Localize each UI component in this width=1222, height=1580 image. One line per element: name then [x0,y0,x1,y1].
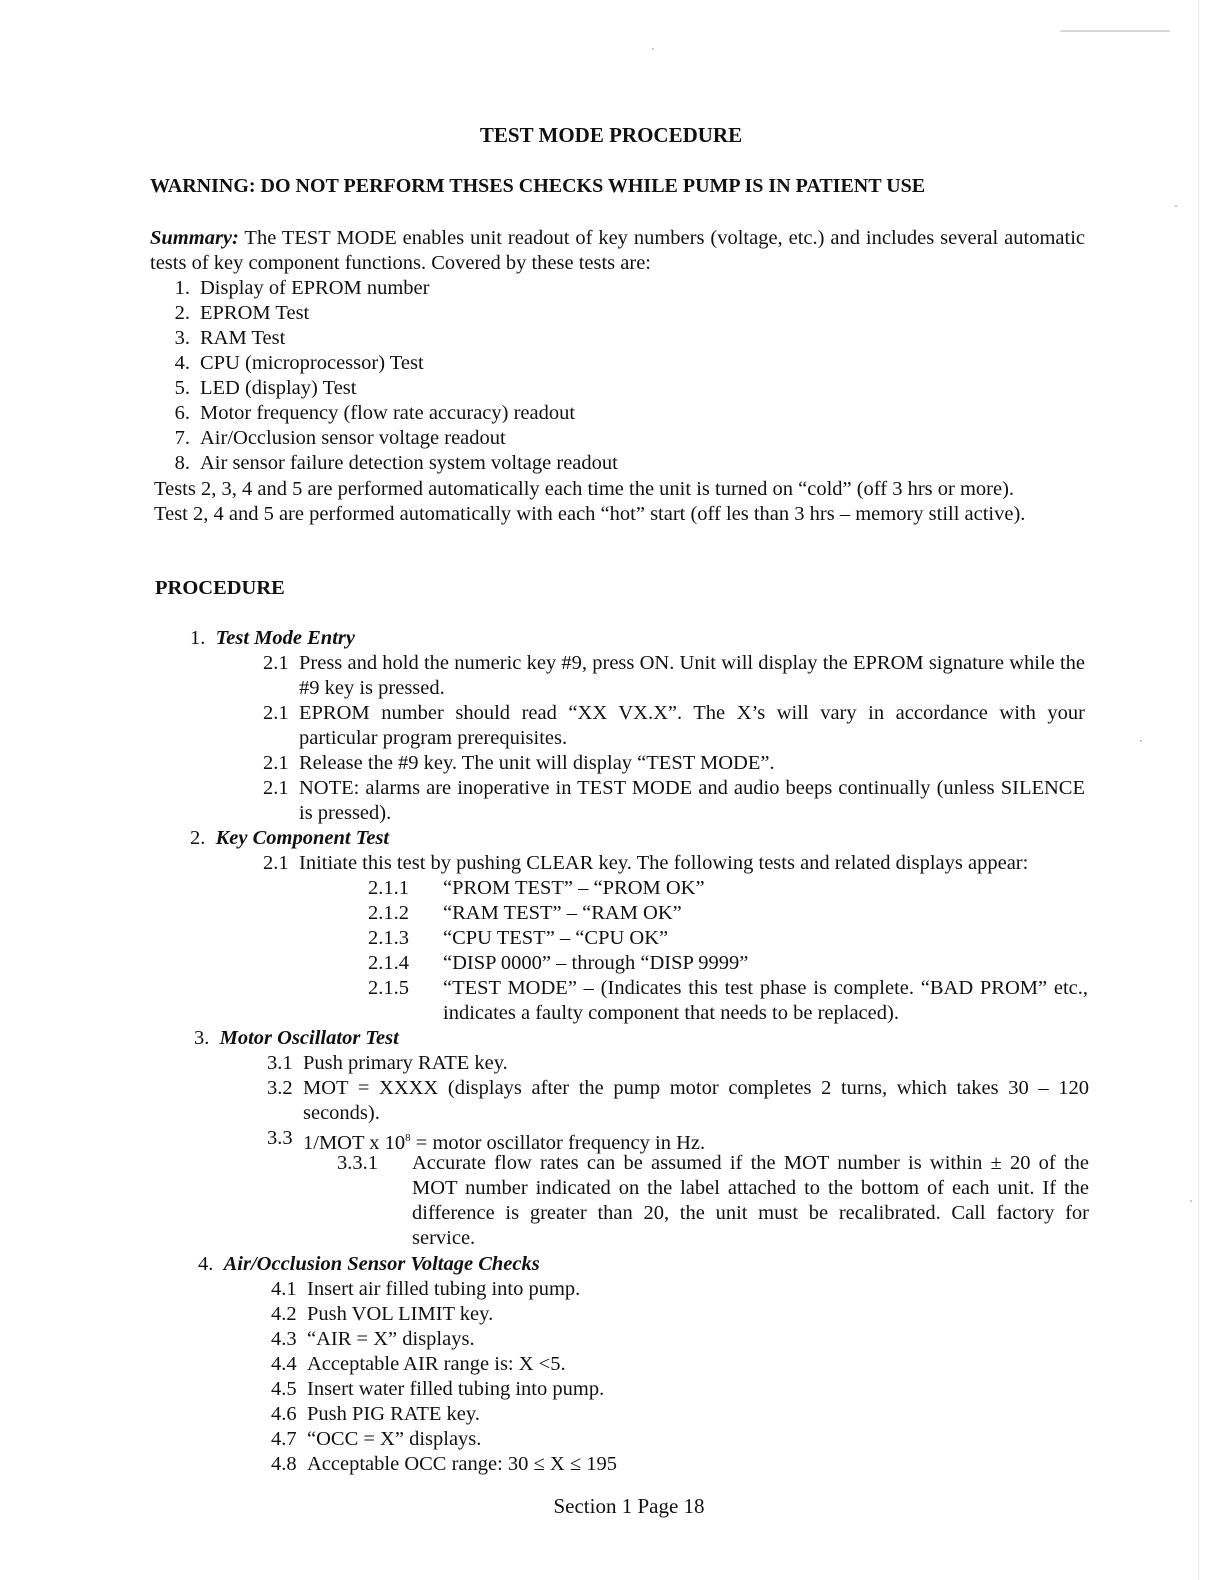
list-item: 4.4 Acceptable AIR range is: X <5. [271,1353,566,1375]
list-item: 3.1 Push primary RATE key. [267,1052,508,1074]
scan-speck [1175,205,1177,207]
scan-speck [1060,30,1170,32]
list-item: 2.1.4 “DISP 0000” – through “DISP 9999” [368,952,749,974]
summary-paragraph [150,226,1085,276]
list-item: 2.1 Press and hold the numeric key #9, press ON. Unit will display the EPROM signature while the #9 key is pressed. [263,652,1085,699]
list-item: 4. CPU (microprocessor) Test [174,352,424,374]
list-item: 3. RAM Test [174,327,286,349]
list-item: 2.1 EPROM number should read “XX VX.X”. The X’s will vary in accordance with your particular program prerequisites. [263,702,1085,749]
list-item: 5. LED (display) Test [174,377,357,399]
list-item: 4.3 “AIR = X” displays. [271,1328,475,1350]
section-test-mode-entry: 1. Test Mode Entry [190,627,355,649]
list-item: 4.6 Push PIG RATE key. [271,1403,480,1425]
list-item: 2.1.1 “PROM TEST” – “PROM OK” [368,877,705,899]
page-footer: Section 1 Page 18 [553,1494,705,1518]
list-item: 2.1 Initiate this test by pushing CLEAR key. The following tests and related displays appear: [263,852,1029,874]
page-title: TEST MODE PROCEDURE [479,123,743,147]
list-item: 8. Air sensor failure detection system voltage readout [174,452,618,474]
list-item: 4.5 Insert water filled tubing into pump. [271,1378,605,1400]
list-item: 2.1.3 “CPU TEST” – “CPU OK” [368,927,669,949]
section-motor-oscillator-test: 3. Motor Oscillator Test [194,1027,399,1049]
list-item: 1. Display of EPROM number [174,277,430,299]
list-item: 4.7 “OCC = X” displays. [271,1428,482,1450]
list-item: 2. EPROM Test [174,302,310,324]
list-item: 2.1.5 “TEST MODE” – (Indicates this test phase is complete. “BAD PROM” etc., indicates a faulty component that needs to be replaced). [368,977,1088,1024]
list-item: 3.3.1 Accurate flow rates can be assumed if the MOT number is within ± 20 of the MOT number indicated on the label attached to the bottom of each unit. If the difference is greater than 20, the unit must be recalibrated. Call factory for service. [337,1152,1089,1249]
section-air-occlusion-checks: 4. Air/Occlusion Sensor Voltage Checks [198,1253,540,1275]
scan-speck [1140,740,1142,742]
page-edge-shadow [1198,0,1199,1580]
summary-label: Summary: [150,227,239,249]
list-item: 3.3 1/MOT x $10^8$ = motor oscillator frequency in Hz. [267,1127,706,1154]
section-key-component-test: 2. Key Component Test [190,827,390,849]
cold-start-note: Tests 2, 3, 4 and 5 are performed automatically each time the unit is turned on “cold” (off 3 hrs or more). [154,478,1015,500]
list-item: 4.8 Acceptable OCC range: 30 ≤ X ≤ 195 [271,1453,617,1475]
list-item: 7. Air/Occlusion sensor voltage readout [174,427,506,449]
warning-line: WARNING: DO NOT PERFORM THSES CHECKS WHILE PUMP IS IN PATIENT USE [150,175,926,197]
list-item: 4.2 Push VOL LIMIT key. [271,1303,494,1325]
list-item: 3.2 MOT = XXXX (displays after the pump motor completes 2 turns, which takes 30 – 120 seconds). [267,1077,1089,1124]
hot-start-note: Test 2, 4 and 5 are performed automatically with each “hot” start (off les than 3 hrs – memory still active). [154,503,1026,525]
scan-speck [1190,1200,1192,1202]
procedure-heading: PROCEDURE [155,577,285,599]
summary-text: The TEST MODE enables unit readout of key numbers (voltage, etc.) and includes several automatic tests of key component functions. Covered by these tests are: [150,227,1085,274]
scan-speck [652,48,654,50]
list-item: 2.1.2 “RAM TEST” – “RAM OK” [368,902,682,924]
list-item: 4.1 Insert air filled tubing into pump. [271,1278,581,1300]
list-item: 2.1 NOTE: alarms are inoperative in TEST MODE and audio beeps continually (unless SILENCE is pressed). [263,777,1085,824]
list-item: 2.1 Release the #9 key. The unit will display “TEST MODE”. [263,752,775,774]
list-item: 6. Motor frequency (flow rate accuracy) readout [174,402,576,424]
